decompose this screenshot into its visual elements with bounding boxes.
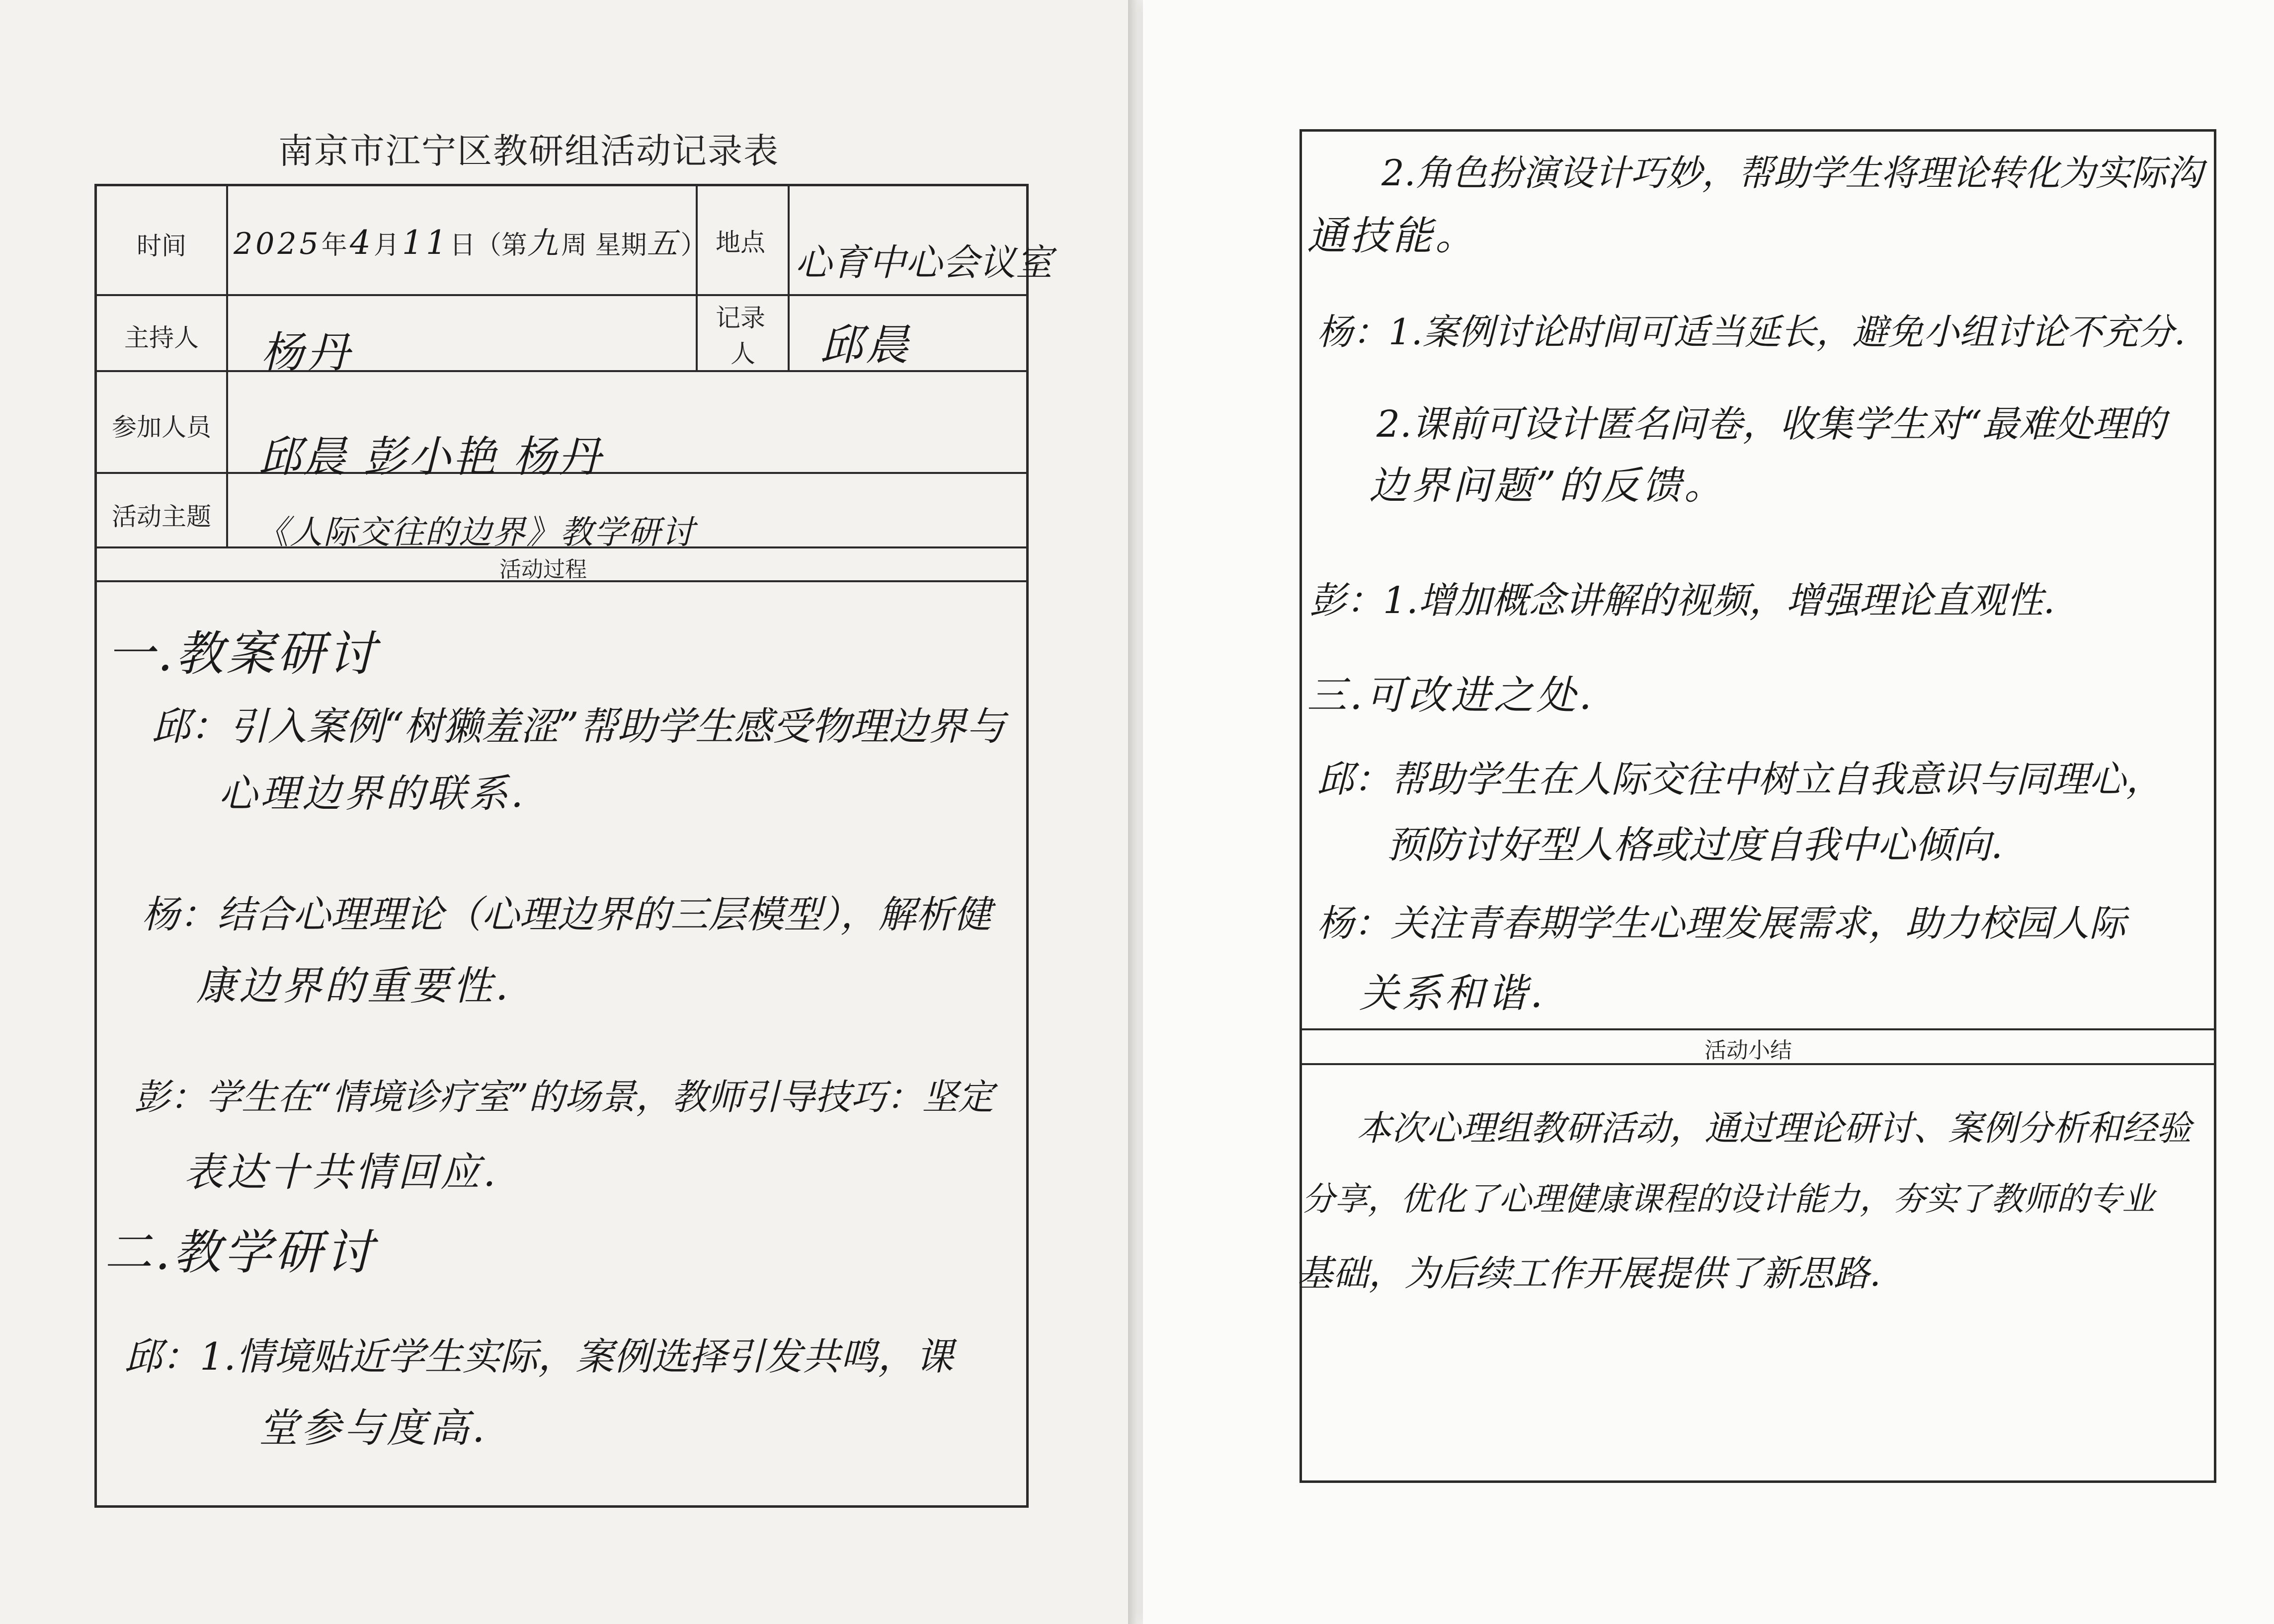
- form-title: 南京市江宁区教研组活动记录表: [278, 131, 779, 171]
- process-line: 杨：结合心理理论（心理边界的三层模型），解析健: [142, 892, 991, 936]
- process-line: 杨：关注青春期学生心理发展需求，助力校园人际: [1317, 902, 2126, 945]
- process-line: 通技能。: [1307, 213, 1478, 259]
- summary-label: 活动小结: [1705, 1038, 1792, 1063]
- process-line: 三.可改进之处.: [1307, 672, 1595, 718]
- time-year-suffix: 年: [321, 231, 347, 260]
- row-divider: [1299, 1028, 2216, 1030]
- time-weekday: 五: [647, 225, 681, 261]
- binding-fold: [1128, 0, 1143, 1624]
- process-line: 邱：帮助学生在人际交往中树立自我意识与同理心，: [1317, 758, 2163, 801]
- time-day-suffix: 日（第: [449, 231, 527, 260]
- column-divider: [226, 184, 228, 546]
- process-line: 预防讨好型人格或过度自我中心倾向.: [1386, 823, 2003, 867]
- location-label: 地点: [716, 228, 765, 257]
- process-line: 彭：1.增加概念讲解的视频，增强理论直观性.: [1309, 579, 2055, 622]
- theme-value: 《人际交往的边界》教学研讨: [256, 513, 695, 551]
- time-label: 时间: [137, 232, 186, 260]
- location-value: 心育中心会议室: [795, 241, 1053, 284]
- time-week-suffix: 周 星期: [561, 231, 647, 260]
- process-line: 二.教学研讨: [104, 1225, 376, 1280]
- process-line: 邱：引入案例“树獭羞涩”帮助学生感受物理边界与: [152, 704, 1005, 749]
- left-form-table: [94, 184, 1029, 1508]
- recorder-label-line1: 记录: [716, 304, 765, 332]
- process-line: 边界问题”的反馈。: [1369, 464, 1726, 508]
- process-line: 2.角色扮演设计巧妙，帮助学生将理论转化为实际沟: [1381, 152, 2203, 194]
- process-line: 表达十共情回应.: [184, 1149, 499, 1195]
- host-value: 杨丹: [261, 328, 352, 378]
- recorder-value: 邱晨: [820, 320, 911, 370]
- process-line: 邱：1.情境贴近学生实际，案例选择引发共鸣，课: [124, 1334, 954, 1379]
- host-label: 主持人: [124, 323, 199, 352]
- time-value: [234, 219, 707, 263]
- theme-label: 活动主题: [112, 502, 211, 531]
- process-line: 一.教案研讨: [107, 626, 379, 682]
- column-divider: [788, 184, 790, 370]
- process-line: 心理边界的联系.: [219, 772, 526, 816]
- summary-line: 分享，优化了心理健康课程的设计能力，夯实了教师的专业: [1302, 1180, 2155, 1218]
- time-week: 九: [527, 225, 561, 261]
- process-line: 关系和谐.: [1359, 970, 1546, 1016]
- row-divider: [94, 294, 1029, 296]
- process-line: 杨：1.案例讨论时间可适当延长，避免小组讨论不充分.: [1317, 311, 2186, 353]
- summary-line: 基础，为后续工作开展提供了新思路.: [1297, 1252, 1881, 1294]
- participants-label: 参加人员: [112, 413, 211, 442]
- time-month: 4: [349, 224, 374, 262]
- column-divider: [696, 184, 698, 370]
- participants-value: 邱晨 彭小艳 杨丹: [258, 432, 603, 482]
- summary-line: 本次心理组教研活动，通过理论研讨、案例分析和经验: [1357, 1108, 2192, 1149]
- time-close: ）: [680, 231, 707, 260]
- time-day: 11: [402, 224, 450, 262]
- process-line: 2.课前可设计匿名问卷，收集学生对“最难处理的: [1377, 403, 2166, 446]
- process-line: 彭：学生在“情境诊疗室”的场景，教师引导技巧：坚定: [134, 1076, 994, 1118]
- process-line: 康边界的重要性.: [196, 963, 511, 1009]
- time-month-suffix: 月: [373, 231, 400, 260]
- recorder-label-line2: 人: [731, 339, 755, 368]
- time-year: 2025: [234, 227, 322, 261]
- process-label: 活动过程: [499, 557, 587, 582]
- process-line: 堂参与度高.: [258, 1405, 488, 1451]
